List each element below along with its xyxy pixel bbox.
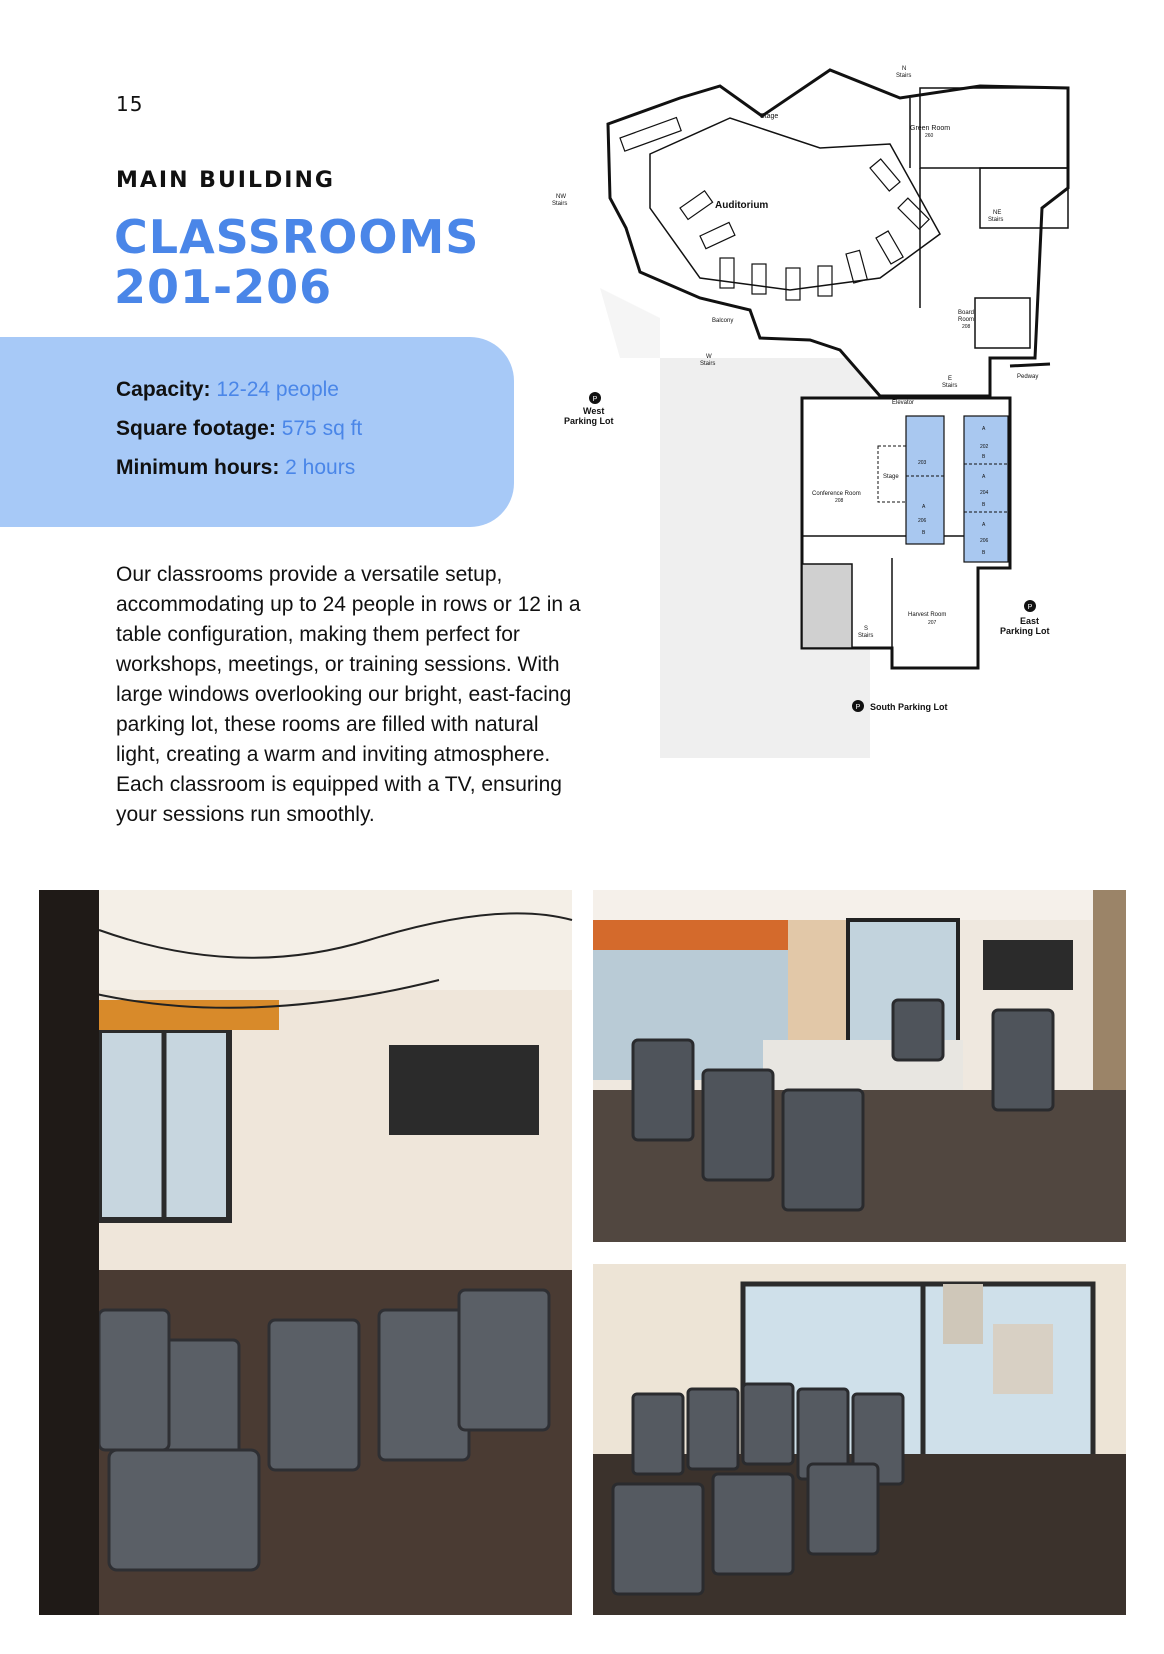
- label-east-lot-2: Parking Lot: [1000, 626, 1050, 636]
- label-west-lot-2: Parking Lot: [564, 416, 614, 426]
- south-parking-icon-letter: P: [855, 704, 861, 711]
- label-west-lot-1: West: [583, 406, 605, 416]
- label-stage-2: Stage: [883, 474, 899, 480]
- capacity-row: [116, 378, 339, 402]
- square-footage-label: Square footage:: [116, 417, 276, 440]
- label-nw-stairs-2: Stairs: [552, 201, 568, 207]
- label-balcony: Balcony: [712, 318, 734, 324]
- label-206-a: A: [982, 522, 986, 528]
- label-w-stairs-2: Stairs: [700, 361, 716, 367]
- photo-classroom-sunlight: [593, 1264, 1126, 1615]
- west-parking-edge: [600, 288, 660, 358]
- west-parking-icon-letter: P: [592, 396, 598, 403]
- page-number: 15: [116, 92, 144, 116]
- floor-plan: [552, 58, 1120, 768]
- label-board-2: Room: [958, 317, 975, 323]
- label-green-room-num: 260: [925, 133, 934, 139]
- label-e-stairs-1: E: [948, 376, 953, 382]
- label-s-stairs-1: S: [864, 626, 869, 632]
- south-stair-block: [802, 564, 852, 648]
- title-line-2: 201-206: [114, 260, 333, 314]
- label-room-204: 204: [980, 490, 989, 496]
- label-203-a: A: [922, 504, 926, 510]
- label-202-a: A: [982, 426, 986, 432]
- photo-classroom-rows: [39, 890, 572, 1615]
- section-kicker: MAIN BUILDING: [116, 168, 335, 193]
- label-elevator: Elevator: [892, 400, 915, 406]
- minimum-hours-row: [116, 456, 355, 480]
- label-pedway: Pedway: [1017, 374, 1039, 380]
- label-south-lot: South Parking Lot: [870, 702, 948, 712]
- label-board-1: Board: [958, 310, 975, 316]
- label-room-202: 202: [980, 444, 989, 450]
- label-conference-num: 208: [835, 498, 844, 504]
- east-parking-icon-letter: P: [1027, 604, 1033, 611]
- label-room-206b: 206: [980, 538, 989, 544]
- label-w-stairs-1: W: [706, 354, 712, 360]
- minimum-hours-label: Minimum hours:: [116, 456, 280, 479]
- label-n-stairs-1: N: [902, 66, 907, 72]
- capacity-value: 12-24 people: [216, 378, 339, 401]
- label-nw-stairs-1: NW: [556, 194, 566, 200]
- label-harvest-num: 207: [928, 620, 937, 626]
- square-footage-value: 575 sq ft: [281, 417, 363, 440]
- minimum-hours-value: 2 hours: [285, 456, 356, 479]
- label-e-stairs-2: Stairs: [942, 383, 958, 389]
- label-auditorium: Auditorium: [715, 200, 769, 211]
- label-green-room: Green Room: [910, 125, 951, 132]
- room-203-fill: [906, 416, 944, 544]
- photo-classroom-tables: [593, 890, 1126, 1242]
- label-202-b: B: [982, 454, 986, 460]
- label-204-a: A: [982, 474, 986, 480]
- label-s-stairs-2: Stairs: [858, 633, 874, 639]
- label-ne-stairs-2: Stairs: [988, 217, 1004, 223]
- label-204-b: B: [982, 502, 986, 508]
- title-line-1: CLASSROOMS: [114, 210, 480, 264]
- label-ne-stairs-1: NE: [993, 210, 1002, 216]
- square-footage-row: [116, 417, 362, 441]
- label-203-b: B: [922, 530, 926, 536]
- description: Our classrooms provide a versatile setup, accommodating up to 24 people in rows or 12 in a table configuration, making them perfect for workshops, meetings, or training sessions. With large windows overlooking our bright, east-facing parking lot, these rooms are filled with natural light, creating a warm and inviting atmosphere. Each classroom is equipped with a TV, ensuring your sessions run smoothly.: [116, 563, 581, 826]
- label-stage: Stage: [760, 113, 779, 120]
- label-room-206a: 206: [918, 518, 927, 524]
- label-206-b: B: [982, 550, 986, 556]
- label-conference-room: Conference Room: [812, 491, 861, 497]
- label-east-lot-1: East: [1020, 616, 1040, 626]
- capacity-label: Capacity:: [116, 378, 211, 401]
- label-harvest-room: Harvest Room: [908, 612, 947, 618]
- page-title: [114, 212, 479, 312]
- label-room-203: 203: [918, 460, 927, 466]
- label-board-num: 208: [962, 324, 971, 330]
- label-n-stairs-2: Stairs: [896, 73, 912, 79]
